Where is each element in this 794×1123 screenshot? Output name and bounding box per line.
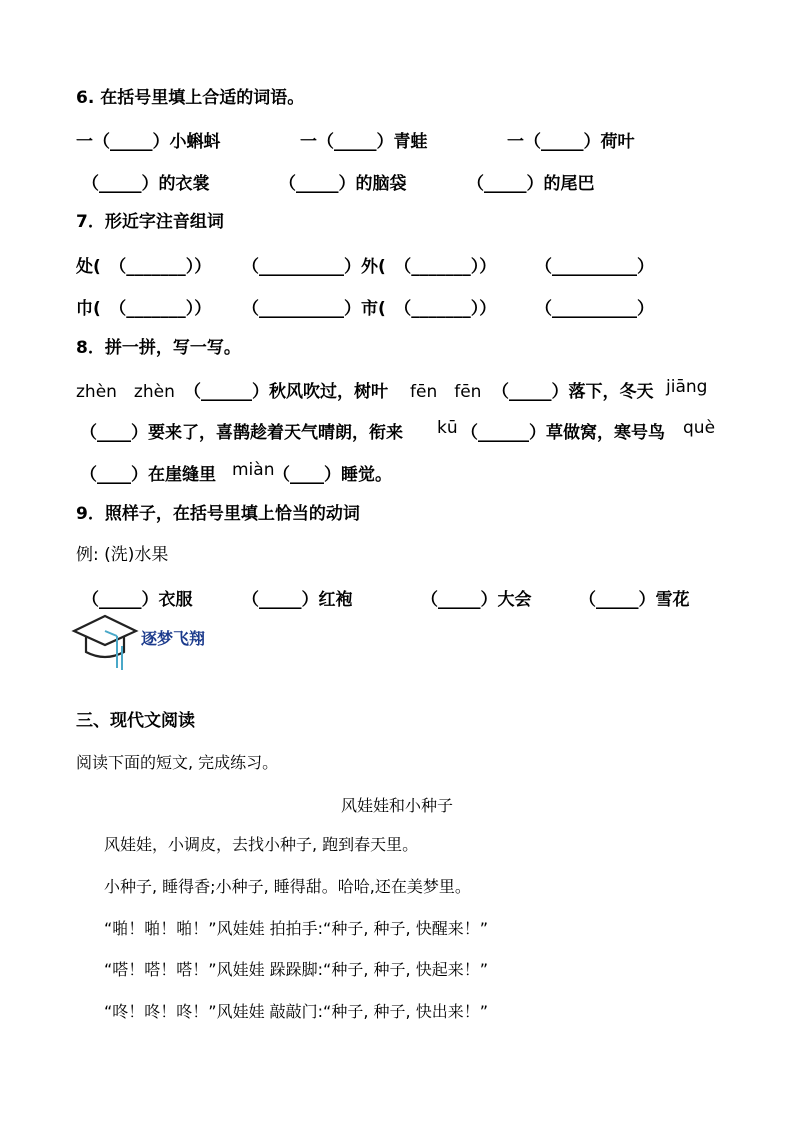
blank-item: （__________）: [535, 257, 654, 277]
blank-item: （_____）红袍: [242, 590, 353, 610]
sentence-text: （____）睡觉。: [273, 465, 392, 485]
blank-item: 一（_____）荷叶: [507, 132, 635, 152]
blank-item: 一（_____）小蝌蚪: [76, 132, 221, 152]
blank-item: （__________）外( （_______））: [242, 257, 497, 277]
story-paragraph: 风娃娃，小调皮，去找小种子, 跑到春天里。: [104, 835, 419, 854]
blank-item: （_____）的脑袋: [279, 174, 407, 194]
blank-item: （_____）衣服: [82, 590, 193, 610]
blank-item: 巾( （_______））: [76, 299, 212, 319]
blank-item: （_____）大会: [421, 590, 532, 610]
blank-item: （_____）雪花: [579, 590, 690, 610]
example-text: 例: (洗)水果: [76, 545, 169, 565]
question-7-title: 7．形近字注音组词: [76, 212, 224, 232]
pinyin-text: miàn: [232, 460, 275, 480]
section-3-heading: 三、现代文阅读: [76, 711, 195, 731]
story-paragraph: “啪！啪！啪！”风娃娃 拍拍手:“种子, 种子, 快醒来！”: [104, 919, 488, 938]
sentence-text: （_____）落下，冬天: [492, 382, 654, 402]
blank-item: 处( （_______））: [76, 257, 212, 277]
question-7-row-2: [76, 294, 764, 318]
blank-item: （_____）的衣裳: [82, 174, 210, 194]
banner-text: 逐梦飞翔: [141, 629, 206, 648]
question-9-row: [76, 585, 764, 609]
pinyin-text: què: [683, 418, 716, 438]
sentence-text: （______）草做窝，寒号鸟: [461, 423, 665, 443]
pinyin-text: jiāng: [666, 377, 708, 397]
question-8-line-3: [76, 460, 764, 484]
blank-item: （_____）的尾巴: [467, 174, 595, 194]
sentence-text: （____）在崖缝里: [80, 465, 216, 485]
pinyin-text: kū: [437, 418, 458, 438]
sentence-text: （____）要来了，喜鹊趁着天气晴朗，衔来: [80, 423, 403, 443]
question-8-line-2: [76, 418, 764, 442]
section-3-instruction: 阅读下面的短文, 完成练习。: [76, 753, 279, 772]
blank-item: （__________）: [535, 299, 654, 319]
question-8-line-1: [76, 377, 764, 401]
blank-item: （__________）市( （_______））: [242, 299, 497, 319]
story-paragraph: 小种子, 睡得香;小种子, 睡得甜。哈哈,还在美梦里。: [104, 877, 471, 896]
pinyin-text: zhèn zhèn: [76, 382, 175, 402]
question-6-row-2: [76, 169, 764, 193]
graduation-cap-icon: [70, 612, 140, 676]
question-8-title: 8．拼一拼，写一写。: [76, 338, 241, 358]
story-paragraph: “嗒！嗒！嗒！”风娃娃 跺跺脚:“种子, 种子, 快起来！”: [104, 960, 488, 979]
sentence-text: （______）秋风吹过，树叶: [184, 382, 388, 402]
story-title: 风娃娃和小种子: [340, 796, 453, 815]
question-9-title: 9．照样子，在括号里填上恰当的动词: [76, 504, 360, 524]
story-paragraph: “咚！咚！咚！”风娃娃 敲敲门:“种子, 种子, 快出来！”: [104, 1002, 488, 1021]
question-7-row-1: [76, 252, 764, 276]
question-6-row-1: [76, 127, 764, 151]
question-6-title: 6. 在括号里填上合适的词语。: [76, 88, 305, 108]
blank-item: 一（_____）青蛙: [300, 132, 428, 152]
pinyin-text: fēn fēn: [410, 382, 482, 402]
